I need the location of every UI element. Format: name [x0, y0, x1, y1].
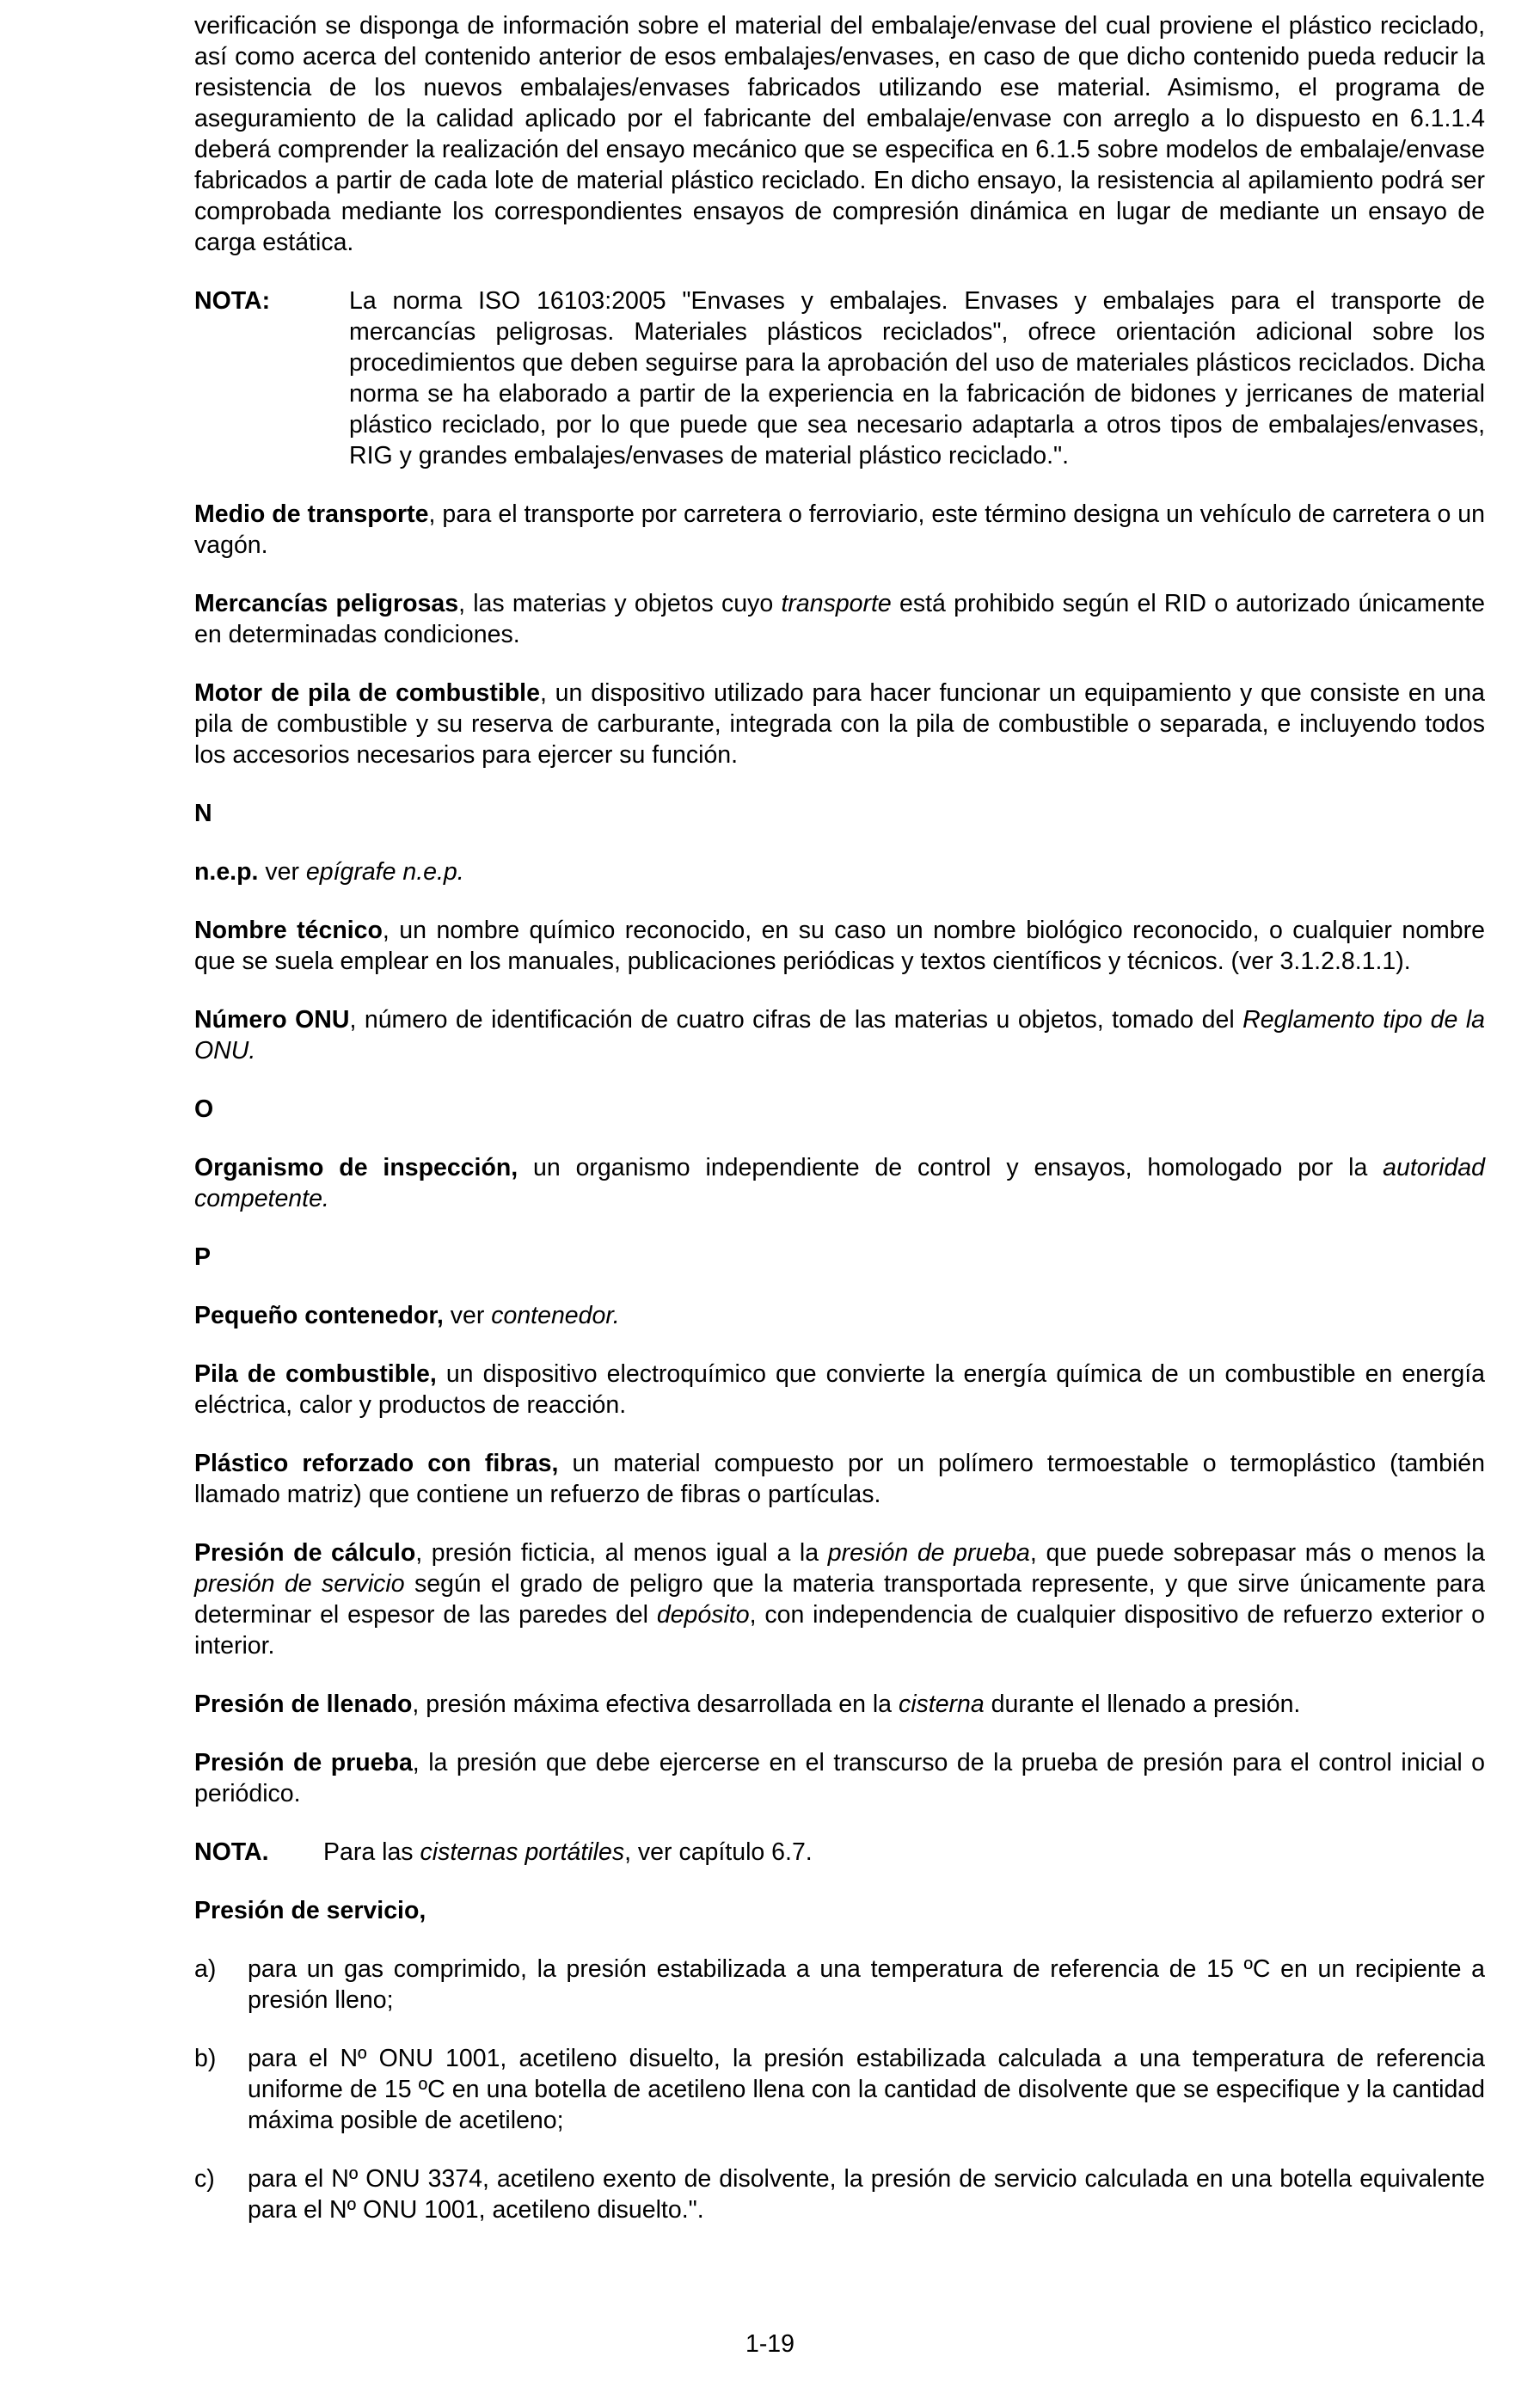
- entry-text: un material compuesto por un polímero termoestable o termoplástico (también llamado matriz) que contiene un refuerzo de fibras o partículas.: [194, 1450, 1485, 1508]
- entry-italic: presión de prueba: [827, 1539, 1030, 1567]
- entry-text: un dispositivo electroquímico que convierte la energía química de un combustible en energía eléctrica, calor y productos de reacción.: [194, 1360, 1485, 1419]
- entry-text: , las materias y objetos cuyo: [458, 590, 782, 617]
- list-item: [194, 2163, 1485, 2225]
- entry-text: , la presión que debe ejercerse en el transcurso de la prueba de presión para el control inicial o periódico.: [194, 1749, 1485, 1807]
- list-item-text: para el Nº ONU 1001, acetileno disuelto, la presión estabilizada calculada a una temperatura de referencia uniforme de 15 ºC en una botella de acetileno llena con la cantidad de disolvente que se especifique y la cantidad máxima posible de acetileno;: [248, 2045, 1485, 2134]
- list-item: [194, 1954, 1485, 2016]
- page-body: [194, 10, 1485, 2253]
- entry-text: , presión máxima efectiva desarrollada en la: [412, 1691, 899, 1718]
- entry-text: según el grado de peligro que la materia transportada represente, y que sirve únicamente para determinar el espesor de las paredes del: [194, 1570, 1485, 1629]
- entry-term: Presión de servicio,: [194, 1897, 426, 1924]
- entry-italic: Reglamento tipo de la ONU.: [194, 1006, 1485, 1065]
- entry-mercancias-peligrosas: [194, 588, 1485, 650]
- entry-term: Número ONU: [194, 1006, 350, 1034]
- note-text: [323, 1837, 1485, 1868]
- entry-text: ver: [258, 858, 306, 886]
- entry-presion-de-prueba: [194, 1747, 1485, 1809]
- entry-text: , un nombre químico reconocido, en su caso un nombre biológico reconocido, o cualquier nombre que se suela emplear en los manuales, publicaciones periódicas y textos científicos y técnicos. (ver 3.1.2.8.1.1).: [194, 917, 1485, 975]
- entry-italic: epígrafe n.e.p.: [305, 858, 464, 886]
- entry-term: n.e.p.: [194, 858, 259, 886]
- entry-italic: depósito: [656, 1601, 750, 1629]
- entry-text: un organismo independiente de control y ensayos, homologado por la: [518, 1154, 1384, 1181]
- entry-text: , para el transporte por carretera o ferroviario, este término designa un vehículo de carretera o un vagón.: [194, 500, 1485, 559]
- entry-motor-de-pila: [194, 678, 1485, 770]
- entry-text: , un dispositivo utilizado para hacer funcionar un equipamiento y que consiste en una pila de combustible y su reserva de carburante, integrada con la pila de combustible o separada, e incluyendo todos los accesorios necesarios para ejercer su función.: [194, 679, 1485, 769]
- intro-paragraph: verificación se disponga de información sobre el material del embalaje/envase del cual proviene el plástico reciclado, así como acerca del contenido anterior de esos embalajes/envases, en caso de que dicho contenido pueda reducir la resistencia de los nuevos embalajes/envases fabricados utilizando ese material. Asimismo, el programa de aseguramiento de la calidad aplicado por el fabricante del embalaje/envase con arreglo a lo dispuesto en 6.1.1.4 deberá comprender la realización del ensayo mecánico que se especifica en 6.1.5 sobre modelos de embalaje/envase fabricados a partir de cada lote de material plástico reciclado. En dicho ensayo, la resistencia al apilamiento podrá ser comprobada mediante los correspondientes ensayos de compresión dinámica en lugar de mediante un ensayo de carga estática.: [194, 12, 1485, 256]
- note-text-part: , ver capítulo 6.7.: [624, 1838, 813, 1866]
- entry-presion-de-calculo: [194, 1537, 1485, 1661]
- entry-term: Organismo de inspección,: [194, 1154, 518, 1181]
- entry-term: Presión de prueba: [194, 1749, 413, 1776]
- section-letter-p: P: [194, 1243, 212, 1271]
- entry-term: Mercancías peligrosas: [194, 590, 459, 617]
- list-item-text: para el Nº ONU 3374, acetileno exento de disolvente, la presión de servicio calculada en una botella equivalente para el Nº ONU 1001, acetileno disuelto.".: [248, 2165, 1485, 2224]
- entry-italic: autoridad competente.: [194, 1154, 1485, 1212]
- entry-term: Pequeño contenedor,: [194, 1302, 444, 1329]
- list-item-label: c): [194, 2165, 215, 2193]
- page-number: 1-19: [745, 2330, 795, 2358]
- entry-presion-de-servicio: [194, 1895, 1485, 1926]
- entry-text: , con independencia de cualquier dispositivo de refuerzo exterior o interior.: [194, 1601, 1486, 1660]
- entry-italic: transporte: [781, 590, 892, 617]
- note-text-part: Para las: [323, 1838, 420, 1866]
- entry-text: , que puede sobrepasar más o menos la: [1029, 1539, 1485, 1567]
- section-letter-n: N: [194, 800, 212, 827]
- entry-term: Plástico reforzado con fibras,: [194, 1450, 559, 1477]
- list-item: [194, 2043, 1485, 2136]
- entry-text: ver: [443, 1302, 492, 1329]
- entry-numero-onu: [194, 1004, 1485, 1066]
- entry-italic: contenedor.: [491, 1302, 620, 1329]
- list-item-text: para un gas comprimido, la presión estabilizada a una temperatura de referencia de 15 ºC en un recipiente a presión lleno;: [248, 1955, 1485, 2014]
- entry-italic: presión de servicio: [194, 1570, 405, 1598]
- entry-pila-de-combustible: [194, 1359, 1485, 1421]
- entry-nep: [194, 856, 1485, 887]
- note-label: NOTA:: [194, 287, 271, 315]
- list-item-label: a): [194, 1955, 217, 1983]
- entry-text: , presión ficticia, al menos igual a la: [415, 1539, 828, 1567]
- note-italic: cisternas portátiles: [420, 1838, 625, 1866]
- note-block: [194, 285, 1485, 471]
- entry-term: Medio de transporte: [194, 500, 429, 528]
- entry-medio-de-transporte: [194, 499, 1485, 561]
- entry-pequeno-contenedor: [194, 1300, 1485, 1331]
- entry-plastico-reforzado: [194, 1448, 1485, 1510]
- entry-term: Pila de combustible,: [194, 1360, 437, 1388]
- entry-text: , número de identificación de cuatro cifras de las materias u objetos, tomado del: [349, 1006, 1243, 1034]
- entry-nombre-tecnico: [194, 915, 1485, 977]
- note-text: La norma ISO 16103:2005 "Envases y embalajes. Envases y embalajes para el transporte de mercancías peligrosas. Materiales plásticos reciclados", ofrece orientación adicional sobre los procedimientos que deben seguirse para la aprobación del uso de materiales plásticos reciclados. Dicha norma se ha elaborado a partir de la experiencia en la fabricación de bidones y jerricanes de material plástico reciclado, por lo que puede que sea necesario adaptarla a otros tipos de embalajes/envases, RIG y grandes embalajes/envases de material plástico reciclado.".: [349, 287, 1485, 469]
- entry-presion-de-llenado: [194, 1689, 1485, 1720]
- entry-text: está prohibido según el RID o autorizado únicamente en determinadas condiciones.: [194, 590, 1485, 648]
- list-item-label: b): [194, 2045, 217, 2072]
- section-letter-o: O: [194, 1095, 214, 1123]
- entry-term: Presión de llenado: [194, 1691, 413, 1718]
- entry-italic: cisterna: [898, 1691, 985, 1718]
- note-block-portatiles: [194, 1837, 1485, 1868]
- entry-term: Nombre técnico: [194, 917, 383, 944]
- entry-text: durante el llenado a presión.: [984, 1691, 1301, 1718]
- note-label: NOTA.: [194, 1838, 269, 1866]
- entry-term: Presión de cálculo: [194, 1539, 416, 1567]
- entry-organismo-de-inspeccion: [194, 1152, 1485, 1214]
- entry-term: Motor de pila de combustible: [194, 679, 540, 707]
